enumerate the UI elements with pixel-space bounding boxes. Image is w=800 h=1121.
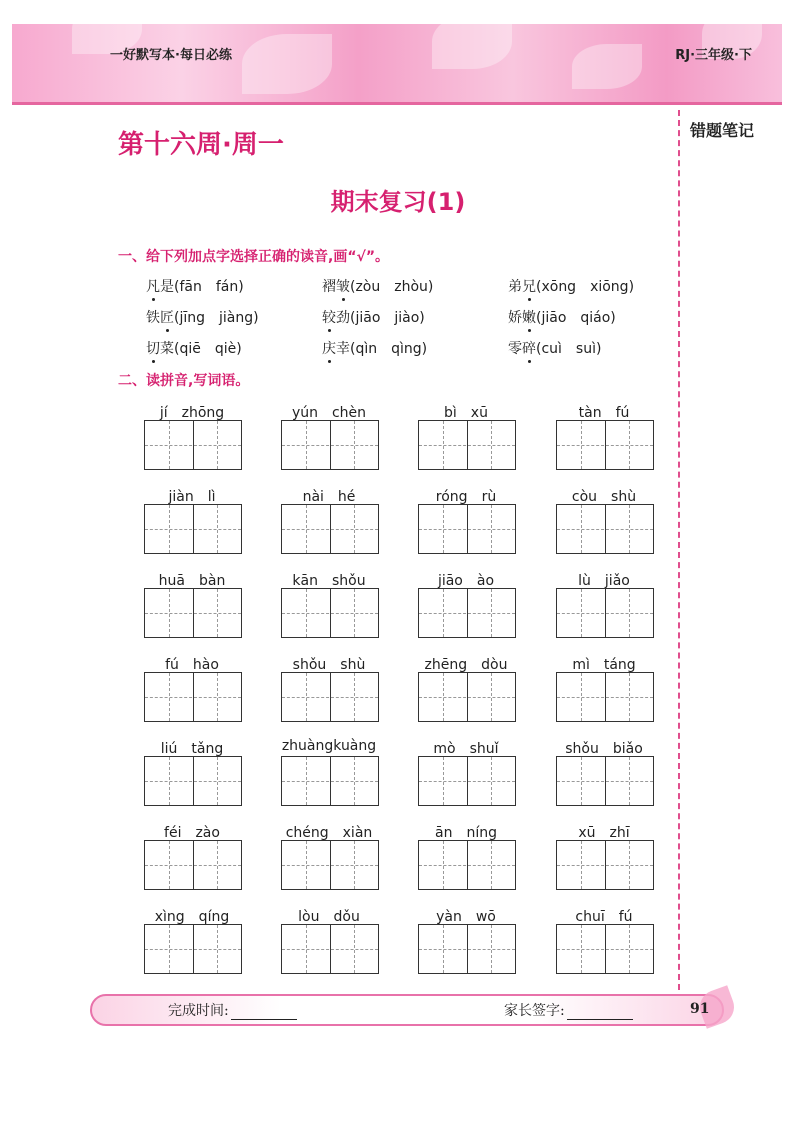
pinyin-label: kān shǒu bbox=[292, 573, 366, 589]
emphasis-dot bbox=[328, 329, 331, 332]
pinyin-label: chéng xiàn bbox=[285, 825, 373, 841]
writing-grid[interactable] bbox=[556, 756, 654, 806]
pinyin-label: zhuàngkuàng bbox=[281, 738, 377, 754]
pinyin-label: nài hé bbox=[302, 489, 356, 505]
word: 弟兄 bbox=[508, 279, 536, 295]
writing-grid[interactable] bbox=[144, 420, 242, 470]
writing-grid[interactable] bbox=[418, 756, 516, 806]
writing-grid[interactable] bbox=[144, 840, 242, 890]
pronunciation-item[interactable] bbox=[322, 307, 425, 327]
writing-grid[interactable] bbox=[556, 504, 654, 554]
pronunciation-item[interactable] bbox=[508, 276, 634, 296]
word: 凡是 bbox=[146, 279, 174, 295]
pronunciation-item[interactable] bbox=[322, 276, 433, 296]
pronunciation-item[interactable] bbox=[146, 338, 242, 358]
grade-label: RJ·三年级·下 bbox=[675, 48, 752, 63]
pinyin-label: ān níng bbox=[435, 825, 497, 841]
petal-decoration bbox=[572, 44, 642, 89]
pronunciation-item[interactable] bbox=[508, 307, 616, 327]
pinyin-label: chuī fú bbox=[575, 909, 633, 925]
writing-grid[interactable] bbox=[144, 504, 242, 554]
word: 切菜 bbox=[146, 341, 174, 357]
petal-decoration bbox=[432, 24, 512, 69]
reading-options: (jīng jiàng) bbox=[174, 310, 259, 326]
writing-grid[interactable] bbox=[418, 420, 516, 470]
reading-options: (cuì suì) bbox=[536, 341, 602, 357]
writing-grid[interactable] bbox=[281, 672, 379, 722]
emphasis-dot bbox=[152, 298, 155, 301]
page-header bbox=[12, 24, 782, 105]
pinyin-label: xū zhī bbox=[578, 825, 630, 841]
emphasis-dot bbox=[528, 329, 531, 332]
writing-grid[interactable] bbox=[418, 588, 516, 638]
pinyin-label: còu shù bbox=[571, 489, 637, 505]
parent-sign: 家长签字: bbox=[504, 1000, 633, 1020]
book-title: 一好默写本·每日必练 bbox=[110, 48, 232, 63]
section1-title: 一、给下列加点字选择正确的读音,画“√”。 bbox=[118, 249, 390, 265]
pinyin-label: fú hào bbox=[165, 657, 219, 673]
pinyin-label: róng rù bbox=[435, 489, 497, 505]
writing-grid[interactable] bbox=[281, 420, 379, 470]
writing-grid[interactable] bbox=[144, 756, 242, 806]
pronunciation-item[interactable] bbox=[146, 307, 259, 327]
emphasis-dot bbox=[528, 360, 531, 363]
writing-grid[interactable] bbox=[418, 672, 516, 722]
pinyin-label: lòu dǒu bbox=[298, 909, 360, 925]
pinyin-label: shǒu biǎo bbox=[565, 741, 643, 757]
writing-grid[interactable] bbox=[418, 840, 516, 890]
pinyin-label: jiāo ào bbox=[437, 573, 495, 589]
pinyin-label: huā bàn bbox=[158, 573, 226, 589]
word: 较劲 bbox=[322, 310, 350, 326]
page-number: 91 bbox=[690, 1001, 710, 1017]
writing-grid[interactable] bbox=[556, 420, 654, 470]
writing-grid[interactable] bbox=[144, 924, 242, 974]
emphasis-dot bbox=[528, 298, 531, 301]
sidebar-divider bbox=[678, 110, 680, 990]
writing-grid[interactable] bbox=[144, 588, 242, 638]
lesson-title: 期末复习(1) bbox=[330, 188, 466, 216]
writing-grid[interactable] bbox=[418, 924, 516, 974]
emphasis-dot bbox=[166, 329, 169, 332]
week-title: 第十六周·周一 bbox=[118, 130, 284, 160]
pinyin-label: shǒu shù bbox=[292, 657, 366, 673]
pinyin-label: tàn fú bbox=[578, 405, 630, 421]
writing-grid[interactable] bbox=[281, 756, 379, 806]
pinyin-label: féi zào bbox=[164, 825, 220, 841]
complete-time-blank[interactable] bbox=[231, 1005, 297, 1020]
pinyin-label: jí zhōng bbox=[159, 405, 225, 421]
writing-grid[interactable] bbox=[281, 840, 379, 890]
word: 铁匠 bbox=[146, 310, 174, 326]
emphasis-dot bbox=[152, 360, 155, 363]
pinyin-label: yàn wō bbox=[436, 909, 496, 925]
sidebar-title: 错题笔记 bbox=[690, 121, 755, 140]
writing-grid[interactable] bbox=[418, 504, 516, 554]
word: 庆幸 bbox=[322, 341, 350, 357]
reading-options: (qiē qiè) bbox=[174, 341, 242, 357]
writing-grid[interactable] bbox=[144, 672, 242, 722]
writing-grid[interactable] bbox=[281, 588, 379, 638]
pronunciation-item[interactable] bbox=[322, 338, 427, 358]
section2-title: 二、读拼音,写词语。 bbox=[118, 373, 250, 389]
word: 褶皱 bbox=[322, 279, 350, 295]
reading-options: (fān fán) bbox=[174, 279, 244, 295]
emphasis-dot bbox=[342, 298, 345, 301]
reading-options: (jiāo qiáo) bbox=[536, 310, 616, 326]
pinyin-label: mò shuǐ bbox=[433, 741, 499, 757]
pinyin-label: lù jiǎo bbox=[578, 573, 630, 589]
pinyin-label: yún chèn bbox=[291, 405, 367, 421]
pinyin-label: bì xū bbox=[444, 405, 488, 421]
reading-options: (xōng xiōng) bbox=[536, 279, 635, 295]
pinyin-label: mì táng bbox=[572, 657, 636, 673]
writing-grid[interactable] bbox=[556, 924, 654, 974]
pronunciation-item[interactable] bbox=[146, 276, 244, 296]
pronunciation-item[interactable] bbox=[508, 338, 601, 358]
writing-grid[interactable] bbox=[556, 588, 654, 638]
word: 零碎 bbox=[508, 341, 536, 357]
writing-grid[interactable] bbox=[556, 840, 654, 890]
reading-options: (jiāo jiào) bbox=[350, 310, 425, 326]
writing-grid[interactable] bbox=[556, 672, 654, 722]
reading-options: (zòu zhòu) bbox=[350, 279, 434, 295]
parent-sign-blank[interactable] bbox=[567, 1005, 633, 1020]
emphasis-dot bbox=[328, 360, 331, 363]
complete-time: 完成时间: bbox=[168, 1000, 297, 1020]
writing-grid[interactable] bbox=[281, 504, 379, 554]
pinyin-label: zhēng dòu bbox=[424, 657, 508, 673]
pinyin-label: xìng qíng bbox=[154, 909, 230, 925]
writing-grid[interactable] bbox=[281, 924, 379, 974]
word: 娇嫩 bbox=[508, 310, 536, 326]
petal-decoration bbox=[242, 34, 332, 94]
pinyin-label: jiàn lì bbox=[168, 489, 216, 505]
reading-options: (qìn qìng) bbox=[350, 341, 428, 357]
pinyin-label: liú tǎng bbox=[160, 741, 224, 757]
